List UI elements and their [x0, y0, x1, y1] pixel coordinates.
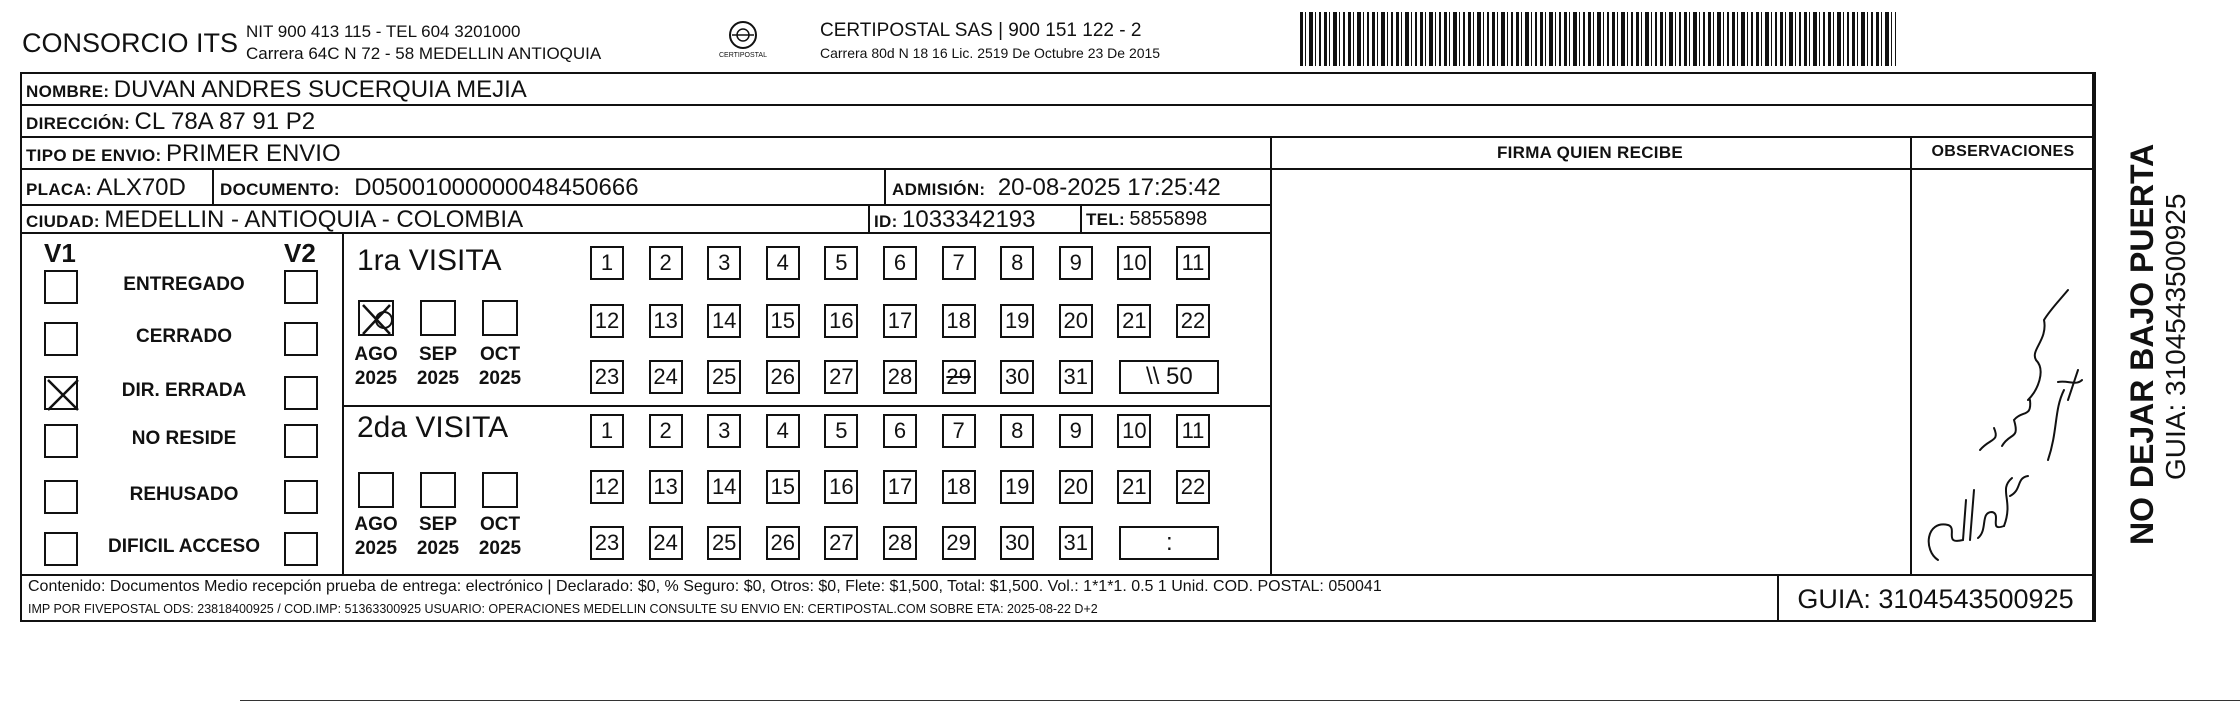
documento-label: DOCUMENTO: — [220, 180, 340, 199]
tipo-value: PRIMER ENVIO — [165, 140, 341, 167]
logo-text: CERTIPOSTAL — [719, 52, 767, 59]
nombre-row — [26, 76, 527, 104]
firma-header: FIRMA QUIEN RECIBE — [1496, 143, 1684, 162]
first-day-box[interactable]: 15 — [766, 304, 800, 338]
first-day-box[interactable]: 3 — [707, 246, 741, 280]
v1-checkbox[interactable] — [44, 480, 78, 514]
v1-checkbox[interactable] — [44, 376, 78, 410]
second-day-box[interactable]: 6 — [883, 414, 917, 448]
second-day-box[interactable]: 18 — [942, 470, 976, 504]
first-month-checkbox[interactable] — [482, 300, 518, 336]
carrier-logo — [718, 18, 768, 64]
second-day-box[interactable]: 29 — [942, 526, 976, 560]
second-month-name: OCT — [479, 514, 521, 535]
side-warning: NO DEJAR BAJO PUERTA — [2124, 143, 2160, 545]
second-month-year: 2025 — [416, 538, 460, 559]
nombre-label: NOMBRE: — [26, 82, 110, 101]
ciudad-label: CIUDAD: — [26, 212, 100, 231]
documento-row — [220, 174, 639, 202]
second-month-year: 2025 — [478, 538, 522, 559]
second-month-checkbox[interactable] — [420, 472, 456, 508]
first-day-box[interactable]: 5 — [824, 246, 858, 280]
placa-value: ALX70D — [96, 174, 186, 201]
second-day-box[interactable]: 5 — [824, 414, 858, 448]
first-day-box[interactable]: 27 — [824, 360, 858, 394]
second-day-box[interactable]: 10 — [1117, 414, 1151, 448]
placa-label: PLACA: — [26, 180, 93, 199]
status-label: DIFICIL ACCESO — [107, 536, 260, 557]
first-day-box[interactable]: 6 — [883, 246, 917, 280]
second-day-box[interactable]: 24 — [649, 526, 683, 560]
first-day-box[interactable]: 23 — [590, 360, 624, 394]
first-day-box[interactable]: 19 — [1000, 304, 1034, 338]
first-day-box[interactable]: 14 — [707, 304, 741, 338]
id-value: 1033342193 — [902, 206, 1036, 233]
status-label: DIR. ERRADA — [121, 380, 247, 401]
second-day-box[interactable]: 16 — [824, 470, 858, 504]
ciudad-row — [26, 206, 523, 234]
admision-row — [892, 174, 1221, 202]
handwritten-observation — [1918, 250, 2088, 570]
first-month-name: SEP — [418, 344, 458, 365]
company-line-2: Carrera 64C N 72 - 58 MEDELLIN ANTIOQUIA — [246, 44, 602, 63]
v1-checkbox[interactable] — [44, 322, 78, 356]
direccion-label: DIRECCIÓN: — [26, 114, 131, 133]
first-day-box[interactable]: 30 — [1000, 360, 1034, 394]
second-day-box[interactable]: 25 — [707, 526, 741, 560]
first-day-box[interactable]: 12 — [590, 304, 624, 338]
first-day-box[interactable]: 31 — [1059, 360, 1093, 394]
first-day-box[interactable]: 29 — [942, 360, 976, 394]
v2-checkbox[interactable] — [284, 322, 318, 356]
second-day-box[interactable]: 23 — [590, 526, 624, 560]
first-day-box[interactable]: 7 — [942, 246, 976, 280]
second-day-box[interactable]: 22 — [1176, 470, 1210, 504]
second-day-box[interactable]: 2 — [649, 414, 683, 448]
first-day-box[interactable]: 21 — [1117, 304, 1151, 338]
first-day-box[interactable]: 22 — [1176, 304, 1210, 338]
first-month-year: 2025 — [416, 368, 460, 389]
second-day-box[interactable]: 20 — [1059, 470, 1093, 504]
v2-checkbox[interactable] — [284, 270, 318, 304]
first-visit-title: 1ra VISITA — [357, 244, 502, 277]
first-day-box[interactable]: 28 — [883, 360, 917, 394]
first-month-checkbox[interactable] — [420, 300, 456, 336]
second-day-box[interactable]: 13 — [649, 470, 683, 504]
id-row — [874, 206, 1036, 234]
footer-line-1: Contenido: Documentos Medio recepción prueba de entrega: electrónico | Declarado: $0, % Seguro: $0, Otros: $0, Flete: $1,500, Total: $1,500. Vol.: 1*1*1. 0.5 1 Unid. COD. POSTAL: 050041 — [28, 578, 1382, 595]
second-month-checkbox[interactable] — [482, 472, 518, 508]
first-day-box[interactable]: 17 — [883, 304, 917, 338]
first-month-checkbox[interactable] — [358, 300, 394, 336]
first-day-box[interactable]: 25 — [707, 360, 741, 394]
direccion-row — [26, 108, 315, 136]
second-day-box[interactable]: 7 — [942, 414, 976, 448]
first-month-name: AGO — [354, 344, 398, 365]
v2-checkbox[interactable] — [284, 480, 318, 514]
second-day-box[interactable]: 11 — [1176, 414, 1210, 448]
second-day-box[interactable]: 28 — [883, 526, 917, 560]
second-day-box[interactable]: 26 — [766, 526, 800, 560]
observaciones-header: OBSERVACIONES — [1931, 143, 2075, 160]
status-label: REHUSADO — [129, 484, 239, 505]
id-label: ID: — [874, 212, 898, 231]
first-day-box[interactable]: 26 — [766, 360, 800, 394]
first-day-box[interactable]: 24 — [649, 360, 683, 394]
second-day-box[interactable]: 17 — [883, 470, 917, 504]
first-day-box[interactable]: 18 — [942, 304, 976, 338]
first-day-box[interactable]: 8 — [1000, 246, 1034, 280]
status-label: NO RESIDE — [131, 428, 237, 449]
second-month-checkbox[interactable] — [358, 472, 394, 508]
second-month-year: 2025 — [354, 538, 398, 559]
second-month-name: SEP — [418, 514, 458, 535]
tel-label: TEL: — [1086, 210, 1125, 229]
first-day-box[interactable]: 16 — [824, 304, 858, 338]
second-day-box[interactable]: 3 — [707, 414, 741, 448]
direccion-value: CL 78A 87 91 P2 — [134, 108, 316, 135]
first-day-box[interactable]: 1 — [590, 246, 624, 280]
second-visit-title: 2da VISITA — [357, 411, 509, 444]
company-line-1: NIT 900 413 115 - TEL 604 3201000 — [246, 22, 521, 41]
v2-checkbox[interactable] — [284, 424, 318, 458]
v2-checkbox[interactable] — [284, 532, 318, 566]
v2-checkbox[interactable] — [284, 376, 318, 410]
company-name: CONSORCIO ITS — [22, 28, 239, 58]
first-time-box[interactable]: \\ 50 — [1119, 360, 1219, 394]
second-day-box[interactable]: 9 — [1059, 414, 1093, 448]
carrier-line-1: CERTIPOSTAL SAS | 900 151 122 - 2 — [820, 20, 1142, 41]
v1-checkbox[interactable] — [44, 532, 78, 566]
v2-label: V2 — [284, 238, 316, 268]
second-time-box[interactable]: : — [1119, 526, 1219, 560]
footer-line-2: IMP POR FIVEPOSTAL ODS: 23818400925 / COD.IMP: 51363300925 USUARIO: OPERACIONES MEDELLIN CONSULTE SU ENVIO EN: CERTIPOSTAL.COM SOBRE ETA: 2025-08-22 D+2 — [28, 602, 1098, 616]
footer-guia: GUIA: 3104543500925 — [1797, 584, 2074, 614]
admision-label: ADMISIÓN: — [892, 180, 986, 199]
v1-label: V1 — [44, 238, 76, 268]
first-day-box[interactable]: 13 — [649, 304, 683, 338]
first-day-box[interactable]: 11 — [1176, 246, 1210, 280]
second-day-box[interactable]: 21 — [1117, 470, 1151, 504]
barcode — [1300, 12, 1896, 66]
status-label: CERRADO — [135, 326, 233, 347]
second-day-box[interactable]: 27 — [824, 526, 858, 560]
first-month-year: 2025 — [354, 368, 398, 389]
first-day-box[interactable]: 20 — [1059, 304, 1093, 338]
handwriting-icon — [1918, 250, 2088, 570]
check-mark-icon — [360, 302, 396, 338]
second-day-box[interactable]: 1 — [590, 414, 624, 448]
check-mark-icon — [46, 378, 80, 412]
second-month-name: AGO — [354, 514, 398, 535]
first-day-box[interactable]: 9 — [1059, 246, 1093, 280]
first-day-box[interactable]: 10 — [1117, 246, 1151, 280]
second-day-box[interactable]: 12 — [590, 470, 624, 504]
second-day-box[interactable]: 14 — [707, 470, 741, 504]
second-day-box[interactable]: 15 — [766, 470, 800, 504]
first-month-name: OCT — [479, 344, 521, 365]
tel-value: 5855898 — [1129, 208, 1208, 230]
second-day-box[interactable]: 19 — [1000, 470, 1034, 504]
carrier-line-2: Carrera 80d N 18 16 Lic. 2519 De Octubre 23 De 2015 — [820, 45, 1161, 61]
documento-value: D05001000000048450666 — [354, 174, 639, 201]
admision-value: 20-08-2025 17:25:42 — [997, 174, 1221, 201]
second-day-box[interactable]: 8 — [1000, 414, 1034, 448]
tipo-row — [26, 140, 341, 168]
status-label: ENTREGADO — [123, 274, 245, 295]
v1-checkbox[interactable] — [44, 270, 78, 304]
first-month-year: 2025 — [478, 368, 522, 389]
tel-row — [1086, 208, 1207, 231]
nombre-value: DUVAN ANDRES SUCERQUIA MEJIA — [113, 76, 527, 103]
side-guia: GUIA: 3104543500925 — [2160, 193, 2191, 480]
first-day-box[interactable]: 4 — [766, 246, 800, 280]
second-day-box[interactable]: 4 — [766, 414, 800, 448]
first-day-box[interactable]: 2 — [649, 246, 683, 280]
v1-checkbox[interactable] — [44, 424, 78, 458]
second-day-box[interactable]: 30 — [1000, 526, 1034, 560]
placa-row — [26, 174, 186, 202]
tipo-label: TIPO DE ENVIO: — [26, 146, 162, 165]
second-day-box[interactable]: 31 — [1059, 526, 1093, 560]
ciudad-value: MEDELLIN - ANTIOQUIA - COLOMBIA — [104, 206, 524, 233]
